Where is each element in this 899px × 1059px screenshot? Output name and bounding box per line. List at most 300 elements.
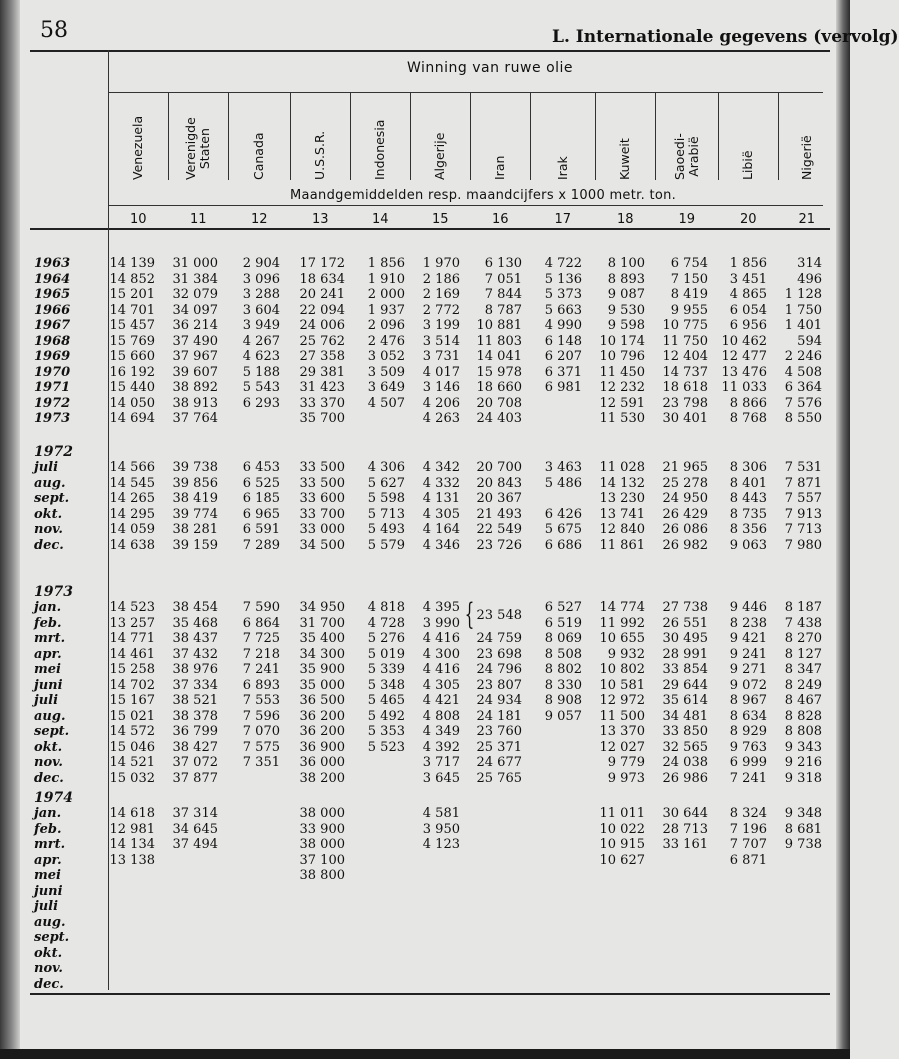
- row-label: mei: [34, 662, 61, 677]
- column-number: 18: [617, 212, 634, 227]
- table-cell: 6 864: [242, 615, 280, 631]
- table-cell: 14 295: [109, 506, 155, 522]
- table-cell: 5 713: [367, 506, 405, 522]
- table-cell: 8 127: [784, 646, 822, 662]
- table-cell: 25 765: [476, 770, 522, 786]
- table-cell: 39 159: [172, 537, 218, 553]
- table-cell: 3 649: [367, 380, 405, 395]
- table-cell: 27 358: [299, 349, 345, 364]
- table-cell: 9 072: [729, 677, 767, 693]
- column-header-line: Iran: [492, 155, 507, 180]
- table-cell: 6 185: [242, 491, 280, 506]
- column-header-nigeri: [800, 135, 814, 180]
- table-cell: 9 421: [729, 631, 767, 646]
- table-cell: 24 006: [299, 318, 345, 333]
- table-cell: 4 017: [422, 364, 460, 380]
- row-label: 1973: [34, 411, 71, 426]
- table-cell: 28 713: [662, 821, 708, 837]
- section-year-heading: 1973: [34, 584, 73, 600]
- table-cell: 38 454: [172, 600, 218, 615]
- row-label: 1971: [34, 380, 71, 395]
- table-cell: 38 521: [172, 693, 218, 708]
- table-cell: 34 950: [299, 600, 345, 615]
- table-cell: 4 263: [422, 411, 460, 426]
- table-cell: 14 701: [109, 302, 155, 318]
- table-cell: 29 644: [662, 677, 708, 693]
- table-cell: 8 550: [784, 411, 822, 426]
- row-label: jan.: [34, 806, 62, 821]
- table-cell: 31 423: [299, 380, 345, 395]
- table-cell: 14 041: [476, 349, 522, 364]
- row-label: 1968: [34, 333, 71, 349]
- table-cell: 24 759: [476, 631, 522, 646]
- table-cell: 17 172: [299, 256, 345, 271]
- table-cell: 9 241: [729, 646, 767, 662]
- row-label: juli: [34, 460, 59, 475]
- table-cell: 3 645: [422, 770, 460, 786]
- table-cell: 33 500: [299, 475, 345, 491]
- table-cell: 26 086: [662, 522, 708, 537]
- row-label: juni: [34, 677, 63, 693]
- table-cell: 3 949: [242, 318, 280, 333]
- row-label: dec.: [34, 976, 64, 992]
- table-cell: 6 371: [544, 364, 582, 380]
- table-cell: 7 725: [242, 631, 280, 646]
- column-header-line: Saoedi-: [671, 133, 687, 180]
- table-cell: 14 771: [109, 631, 155, 646]
- table-cell: 16 192: [109, 364, 155, 380]
- table-cell: 38 913: [172, 395, 218, 411]
- table-cell: 9 973: [607, 770, 645, 786]
- table-cell: 24 181: [476, 708, 522, 724]
- table-cell: 15 440: [109, 380, 155, 395]
- table-cell: 37 314: [172, 806, 218, 821]
- column-header-venezuela: [131, 116, 145, 180]
- table-cell: 5 663: [544, 302, 582, 318]
- table-cell: 37 490: [172, 333, 218, 349]
- table-cell: 6 054: [729, 302, 767, 318]
- row-label: sept.: [34, 724, 70, 739]
- table-cell: 14 545: [109, 475, 155, 491]
- table-cell: 13 741: [599, 506, 645, 522]
- table-cell: 20 708: [476, 395, 522, 411]
- column-header-canada: [252, 132, 266, 180]
- table-cell: 21 493: [476, 506, 522, 522]
- column-rule: [290, 92, 291, 180]
- table-cell: 20 367: [476, 491, 522, 506]
- table-cell: 37 494: [172, 837, 218, 852]
- table-cell: 4 818: [367, 600, 405, 615]
- table-cell: 7 241: [729, 770, 767, 786]
- table-cell: 7 871: [784, 475, 822, 491]
- table-cell: 14 523: [109, 600, 155, 615]
- column-rule: [168, 92, 169, 180]
- column-header-line: Venezuela: [130, 115, 145, 180]
- table-cell: 4 346: [422, 537, 460, 553]
- table-cell: 8 828: [784, 708, 822, 724]
- column-header-line: Kuweit: [617, 138, 632, 180]
- table-cell: 7 575: [242, 739, 280, 755]
- table-cell: 35 000: [299, 677, 345, 693]
- row-label: nov.: [34, 755, 63, 770]
- table-cell: 5 492: [367, 708, 405, 724]
- table-cell: 14 638: [109, 537, 155, 553]
- table-cell: 38 000: [299, 837, 345, 852]
- table-cell: 39 738: [172, 460, 218, 475]
- table-cell: 7 913: [784, 506, 822, 522]
- row-label: 1969: [34, 349, 71, 364]
- table-cell: 9 216: [784, 755, 822, 770]
- column-header-line: Irak: [554, 156, 570, 180]
- table-cell: 14 461: [109, 646, 155, 662]
- table-cell: 3 146: [422, 380, 460, 395]
- table-cell: 5 348: [367, 677, 405, 693]
- table-cell: 7 051: [484, 271, 522, 287]
- table-cell: 1 856: [367, 256, 405, 271]
- column-header-line: Canada: [251, 132, 266, 180]
- table-cell: 14 702: [109, 677, 155, 693]
- table-cell: 9 779: [607, 755, 645, 770]
- table-cell: 12 840: [599, 522, 645, 537]
- table-cell: 33 161: [662, 837, 708, 852]
- table-cell: 36 900: [299, 739, 345, 755]
- table-cell: 9 530: [607, 302, 645, 318]
- table-cell: 4 623: [242, 349, 280, 364]
- table-cell: 5 675: [544, 522, 582, 537]
- column-header-line: Nigerië: [798, 135, 814, 180]
- table-cell: 7 713: [784, 522, 822, 537]
- table-cell: 9 271: [729, 662, 767, 677]
- table-cell: 9 087: [607, 287, 645, 302]
- row-label: feb.: [34, 821, 62, 837]
- table-cell: 4 581: [422, 806, 460, 821]
- table-cell: 1 128: [784, 287, 822, 302]
- row-label: 1966: [34, 302, 71, 318]
- table-cell: 6 364: [784, 380, 822, 395]
- table-cell: 15 978: [476, 364, 522, 380]
- table-cell: 7 531: [784, 460, 822, 475]
- row-label: 1972: [34, 395, 71, 411]
- running-title: L. Internationale gegevens (vervolg): [552, 27, 899, 47]
- table-cell: 5 339: [367, 662, 405, 677]
- table-cell: 33 000: [299, 522, 345, 537]
- table-cell: 9 063: [729, 537, 767, 553]
- row-label: juli: [34, 693, 59, 708]
- table-cell: 4 416: [422, 631, 460, 646]
- bottom-rule: [30, 993, 830, 995]
- table-cell: 12 972: [599, 693, 645, 708]
- table-cell: 5 523: [367, 739, 405, 755]
- table-cell: 4 722: [544, 256, 582, 271]
- row-label: sept.: [34, 491, 70, 506]
- table-cell: 1 910: [367, 271, 405, 287]
- table-cell: 6 519: [544, 615, 582, 631]
- table-cell: 15 660: [109, 349, 155, 364]
- page-number: 58: [40, 18, 68, 43]
- table-cell: 4 865: [729, 287, 767, 302]
- table-cell: 26 982: [662, 537, 708, 553]
- table-cell: 23 698: [476, 646, 522, 662]
- section-year-heading: 1972: [34, 444, 73, 460]
- table-cell: 25 371: [476, 739, 522, 755]
- table-cell: 594: [797, 333, 822, 349]
- table-cell: 14 572: [109, 724, 155, 739]
- table-cell: 15 046: [109, 739, 155, 755]
- table-cell: 6 130: [484, 256, 522, 271]
- table-cell: 4 332: [422, 475, 460, 491]
- table-cell: 4 507: [367, 395, 405, 411]
- caption-underline: [108, 205, 823, 206]
- table-cell: 26 551: [662, 615, 708, 631]
- table-cell: 14 852: [109, 271, 155, 287]
- table-cell: 6 426: [544, 506, 582, 522]
- top-rule: [30, 50, 830, 52]
- table-cell: 5 136: [544, 271, 582, 287]
- table-cell: 4 131: [422, 491, 460, 506]
- table-cell: 11 011: [599, 806, 645, 821]
- table-cell: 23 760: [476, 724, 522, 739]
- table-title: Winning van ruwe olie: [406, 60, 574, 76]
- row-label: aug.: [34, 708, 66, 724]
- table-cell: 9 955: [670, 302, 708, 318]
- table-cell: 32 079: [172, 287, 218, 302]
- table-cell: 15 201: [109, 287, 155, 302]
- table-cell: 31 000: [172, 256, 218, 271]
- table-cell: 38 437: [172, 631, 218, 646]
- table-cell: 25 278: [662, 475, 708, 491]
- table-cell: 38 892: [172, 380, 218, 395]
- table-cell: 30 401: [662, 411, 708, 426]
- table-cell: 11 803: [476, 333, 522, 349]
- table-cell: 5 276: [367, 631, 405, 646]
- table-cell: 6 148: [544, 333, 582, 349]
- table-cell: 3 990: [422, 615, 460, 631]
- table-cell: 4 508: [784, 364, 822, 380]
- column-number: 10: [130, 212, 147, 227]
- row-label: mrt.: [34, 837, 66, 852]
- row-label: okt.: [34, 945, 63, 961]
- column-rule: [410, 92, 411, 180]
- table-cell: 4 306: [367, 460, 405, 475]
- table-cell: 38 419: [172, 491, 218, 506]
- table-cell: 2 476: [367, 333, 405, 349]
- table-cell: 6 207: [544, 349, 582, 364]
- row-label: 1964: [34, 271, 71, 287]
- column-header-irak: [556, 156, 570, 180]
- table-cell: 7 596: [242, 708, 280, 724]
- table-cell: 39 774: [172, 506, 218, 522]
- table-cell: 33 370: [299, 395, 345, 411]
- table-cell: 2 246: [784, 349, 822, 364]
- table-cell: 14 265: [109, 491, 155, 506]
- table-cell: 37 764: [172, 411, 218, 426]
- table-cell: 10 627: [599, 852, 645, 868]
- table-cell: 14 132: [599, 475, 645, 491]
- table-cell: 20 700: [476, 460, 522, 475]
- row-label: mei: [34, 868, 61, 883]
- table-cell: 3 199: [422, 318, 460, 333]
- table-cell: 6 893: [242, 677, 280, 693]
- table-cell: 6 525: [242, 475, 280, 491]
- row-label: nov.: [34, 522, 63, 537]
- table-cell: 3 950: [422, 821, 460, 837]
- table-cell: 12 232: [599, 380, 645, 395]
- table-cell: 10 881: [476, 318, 522, 333]
- table-cell: 5 627: [367, 475, 405, 491]
- table-cell: 5 373: [544, 287, 582, 302]
- table-cell: 26 986: [662, 770, 708, 786]
- table-cell: 8 967: [729, 693, 767, 708]
- column-number: 17: [554, 212, 572, 227]
- table-cell: 22 549: [476, 522, 522, 537]
- row-label: dec.: [34, 537, 64, 553]
- table-cell: 14 139: [109, 256, 155, 271]
- table-cell: 37 100: [299, 852, 345, 868]
- table-cell: 6 686: [544, 537, 582, 553]
- row-label: 1967: [34, 318, 71, 333]
- table-cell: 24 038: [662, 755, 708, 770]
- table-cell: 4 305: [422, 677, 460, 693]
- row-label: aug.: [34, 914, 66, 930]
- table-cell: 8 802: [544, 662, 582, 677]
- column-header-indonesia: [373, 120, 387, 180]
- column-number: 16: [492, 212, 509, 227]
- table-cell: 6 956: [729, 318, 767, 333]
- table-cell: 37 432: [172, 646, 218, 662]
- table-cell: 34 097: [172, 302, 218, 318]
- table-cell: 10 796: [599, 349, 645, 364]
- page-right-edge: [836, 0, 850, 1059]
- table-cell: 10 174: [599, 333, 645, 349]
- row-label: okt.: [34, 739, 63, 755]
- column-header-verenigdestaten: [184, 117, 212, 180]
- table-cell: 39 607: [172, 364, 218, 380]
- table-cell: 4 392: [422, 739, 460, 755]
- table-cell: 2 096: [367, 318, 405, 333]
- table-cell: 15 167: [109, 693, 155, 708]
- table-cell: 36 200: [299, 724, 345, 739]
- table-cell: 38 800: [299, 868, 345, 883]
- table-cell: 8 324: [729, 806, 767, 821]
- table-cell: 12 981: [109, 821, 155, 837]
- row-label: 1963: [34, 256, 71, 271]
- table-cell: 5 486: [544, 475, 582, 491]
- row-label: nov.: [34, 961, 63, 976]
- table-cell: 1 937: [367, 302, 405, 318]
- header-bottom-rule: [30, 228, 830, 230]
- table-cell: 4 305: [422, 506, 460, 522]
- column-rule: [470, 92, 471, 180]
- table-cell: 5 579: [367, 537, 405, 553]
- table-cell: 3 463: [544, 460, 582, 475]
- table-cell: 7 557: [784, 491, 822, 506]
- table-cell: 34 500: [299, 537, 345, 553]
- table-cell: 2 169: [422, 287, 460, 302]
- table-cell: 7 438: [784, 615, 822, 631]
- table-cell: 24 950: [662, 491, 708, 506]
- table-cell: 9 343: [784, 739, 822, 755]
- table-cell: 15 769: [109, 333, 155, 349]
- table-cell: 14 059: [109, 522, 155, 537]
- table-cell: 3 731: [422, 349, 460, 364]
- column-rule: [595, 92, 596, 180]
- table-cell: 26 429: [662, 506, 708, 522]
- table-cell: 33 854: [662, 662, 708, 677]
- table-cell: 18 660: [476, 380, 522, 395]
- column-number: 13: [312, 212, 329, 227]
- table-cell: 5 353: [367, 724, 405, 739]
- table-cell: 8 187: [784, 600, 822, 615]
- table-cell: 8 306: [729, 460, 767, 475]
- table-cell: 1 970: [422, 256, 460, 271]
- merged-brace: {: [464, 597, 475, 632]
- table-cell: 6 453: [242, 460, 280, 475]
- table-cell: 6 293: [242, 395, 280, 411]
- table-cell: 11 500: [599, 708, 645, 724]
- column-number: 15: [432, 212, 449, 227]
- table-cell: 39 856: [172, 475, 218, 491]
- table-cell: 6 527: [544, 600, 582, 615]
- table-cell: 1 856: [729, 256, 767, 271]
- table-cell: 8 069: [544, 631, 582, 646]
- row-label: jan.: [34, 600, 62, 615]
- table-cell: 7 576: [784, 395, 822, 411]
- table-cell: 5 465: [367, 693, 405, 708]
- column-header-line: Staten: [197, 128, 212, 170]
- table-cell: 12 404: [662, 349, 708, 364]
- table-cell: 8 443: [729, 491, 767, 506]
- column-rule: [718, 92, 719, 180]
- table-cell: 6 981: [544, 380, 582, 395]
- table-cell: 18 618: [662, 380, 708, 395]
- table-cell: 23 807: [476, 677, 522, 693]
- table-cell: 24 677: [476, 755, 522, 770]
- table-cell: 8 100: [607, 256, 645, 271]
- table-cell: 23 726: [476, 537, 522, 553]
- table-cell: 8 808: [784, 724, 822, 739]
- table-cell: 9 348: [784, 806, 822, 821]
- table-cell: 8 330: [544, 677, 582, 693]
- row-label: sept.: [34, 930, 70, 945]
- table-cell: 24 403: [476, 411, 522, 426]
- table-cell: 14 566: [109, 460, 155, 475]
- table-cell: 3 604: [242, 302, 280, 318]
- table-cell: 8 270: [784, 631, 822, 646]
- column-header-line: Algerije: [432, 132, 447, 180]
- table-cell: 7 150: [670, 271, 708, 287]
- table-cell: 8 735: [729, 506, 767, 522]
- table-cell: 8 866: [729, 395, 767, 411]
- table-cell: 5 019: [367, 646, 405, 662]
- table-cell: 12 591: [599, 395, 645, 411]
- table-cell: 7 289: [242, 537, 280, 553]
- table-cell: 8 401: [729, 475, 767, 491]
- table-cell: 22 094: [299, 302, 345, 318]
- table-cell: 4 395: [422, 600, 460, 615]
- table-cell: 35 614: [662, 693, 708, 708]
- table-cell: 7 980: [784, 537, 822, 553]
- table-cell: 38 200: [299, 770, 345, 786]
- table-cell: 8 467: [784, 693, 822, 708]
- table-cell: 4 990: [544, 318, 582, 333]
- column-header-iran: [493, 156, 507, 180]
- table-cell: 34 481: [662, 708, 708, 724]
- table-cell: 15 021: [109, 708, 155, 724]
- table-cell: 4 206: [422, 395, 460, 411]
- table-cell: 13 257: [109, 615, 155, 631]
- table-cell: 24 796: [476, 662, 522, 677]
- table-cell: 7 844: [484, 287, 522, 302]
